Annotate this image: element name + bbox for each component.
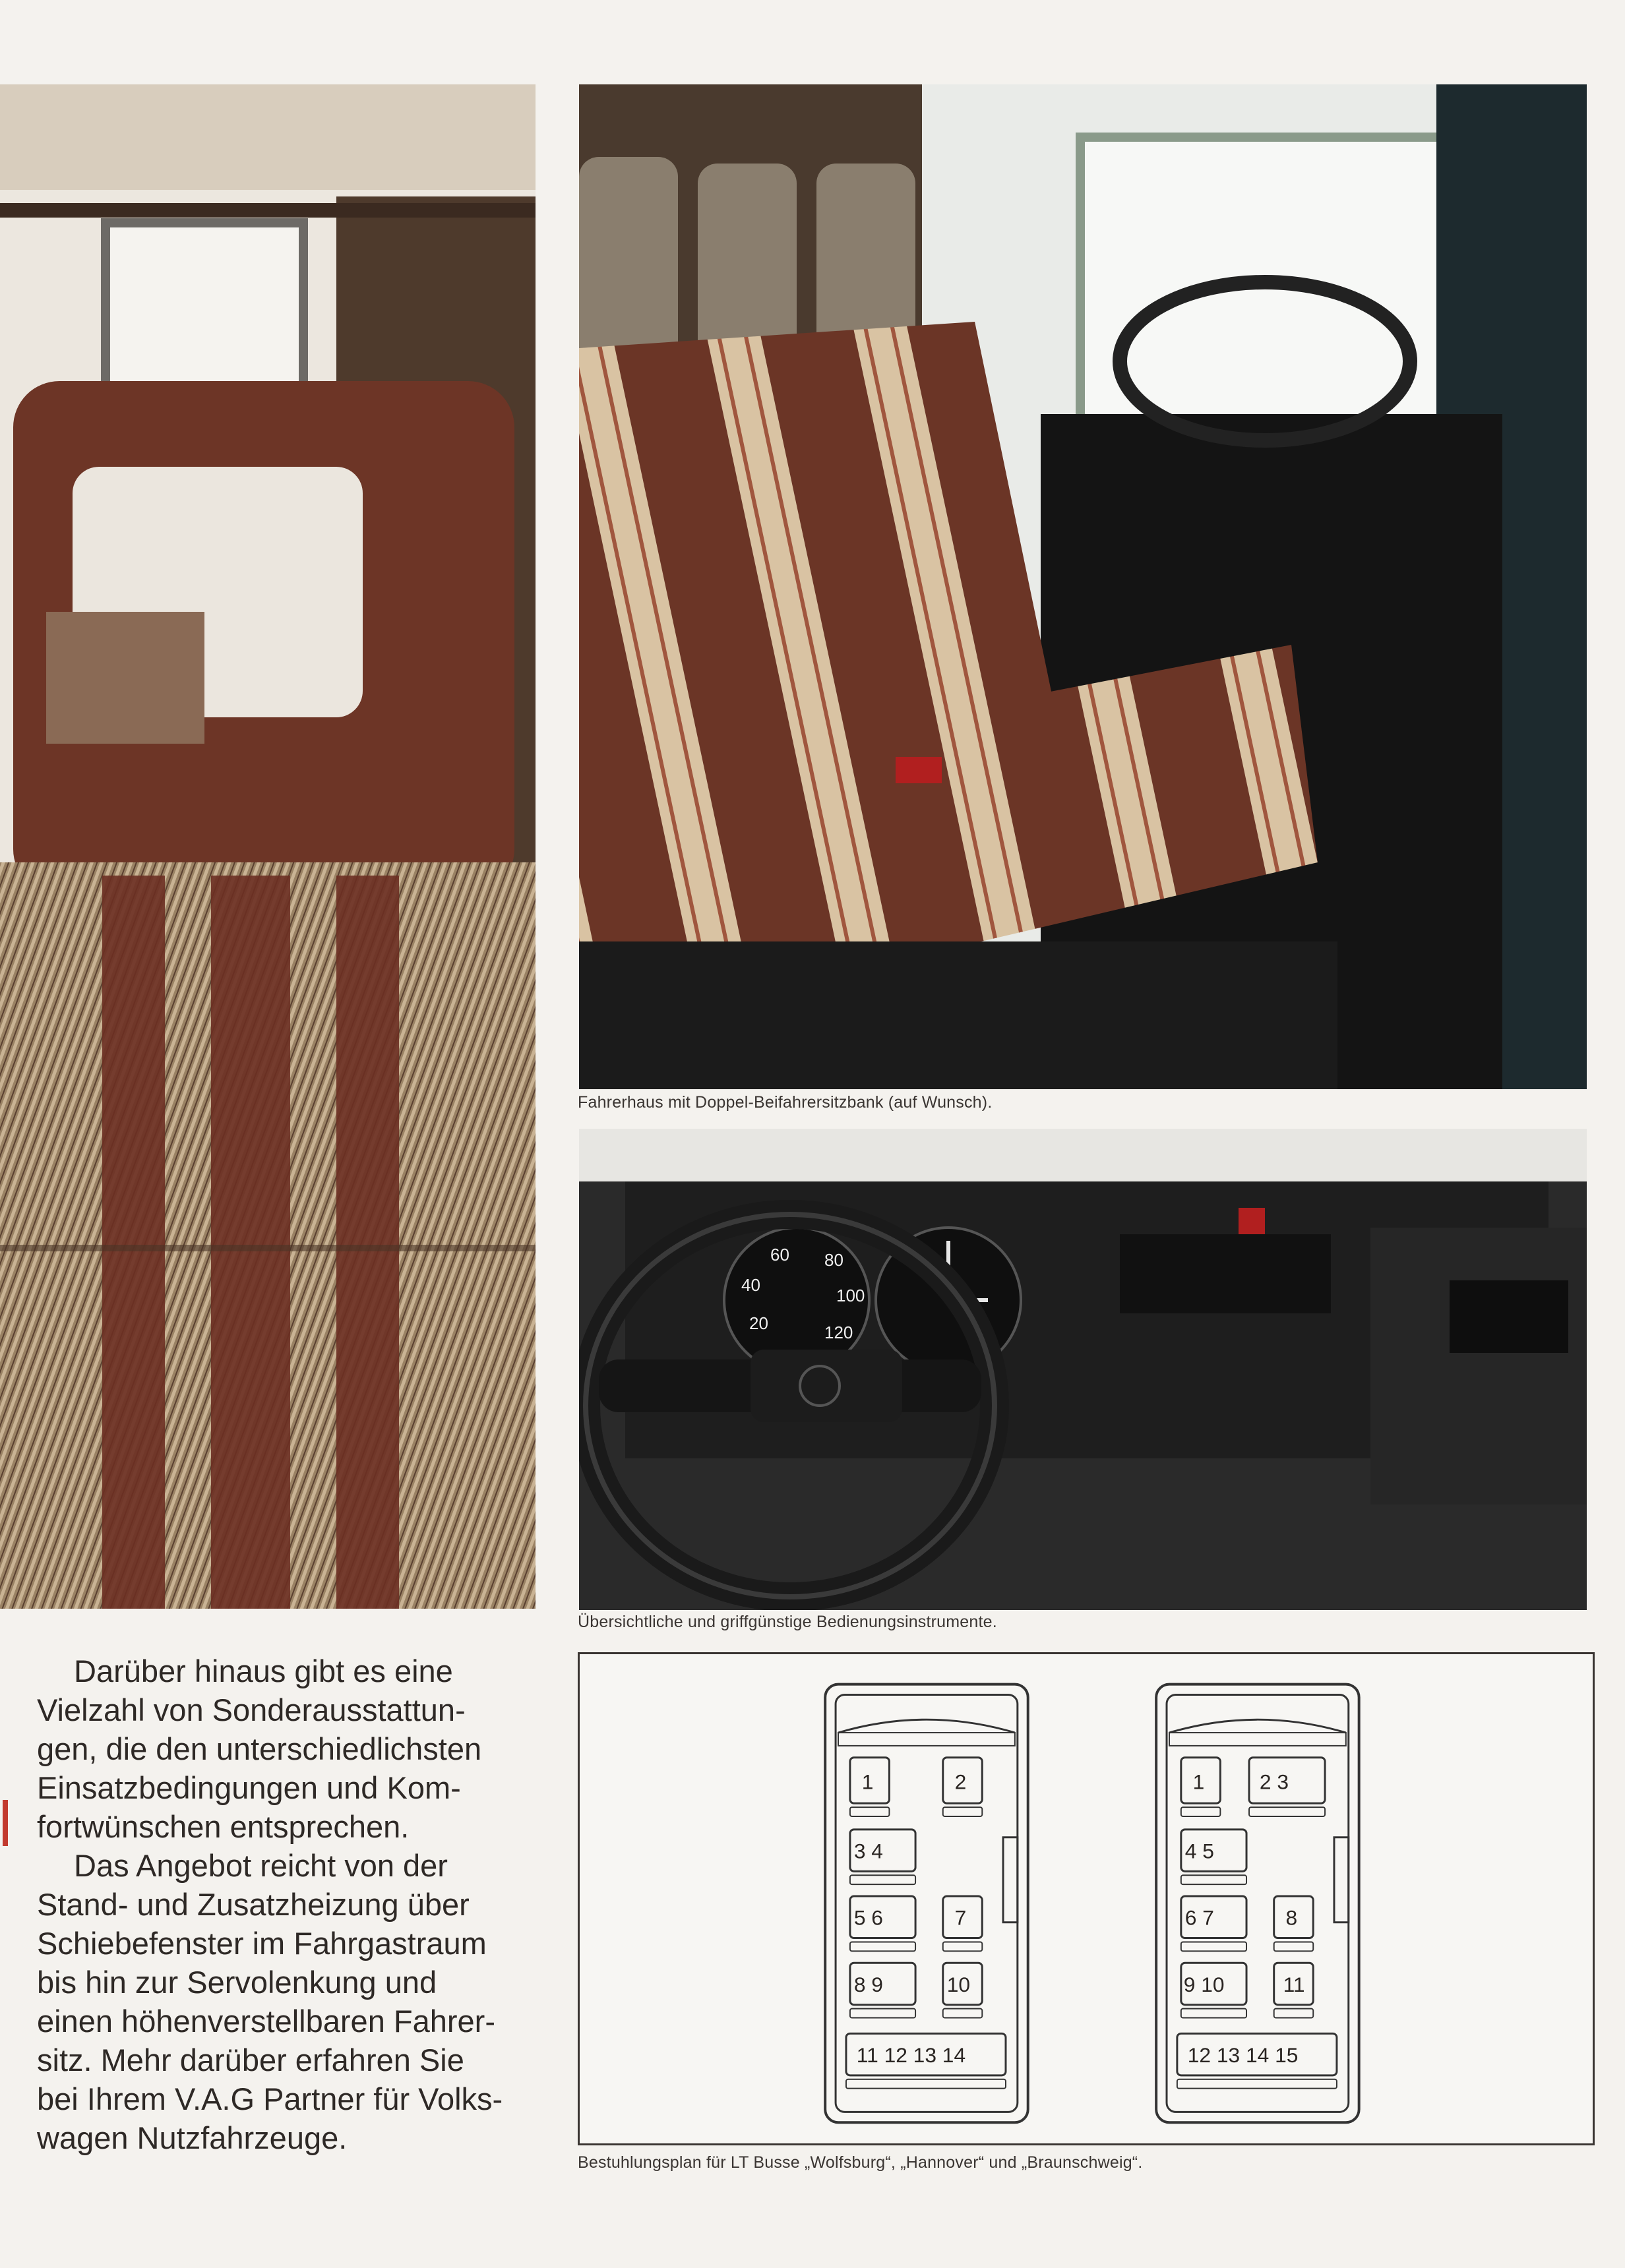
seat-label: 2 <box>954 1770 967 1794</box>
body-line: Schiebefenster im Fahrgastraum <box>37 1926 487 1961</box>
seat-label: 1 <box>1192 1770 1205 1794</box>
seating-plan-b <box>1156 1685 1359 2123</box>
speedo-tick: 120 <box>824 1323 853 1342</box>
body-line: wagen Nutzfahrzeuge. <box>37 2120 348 2155</box>
body-line: Stand- und Zusatzheizung über <box>37 1887 470 1922</box>
seating-plan-diagram <box>578 1652 1595 2145</box>
seat-label: 12 13 14 15 <box>1187 2043 1299 2067</box>
speedo-tick: 100 <box>836 1286 865 1305</box>
body-line: einen höhenverstellbaren Fahrer- <box>37 2004 495 2039</box>
seat-label: 8 <box>1285 1905 1298 1930</box>
margin-mark <box>3 1800 8 1846</box>
speedo-tick: 20 <box>749 1313 768 1333</box>
speedo-tick: 80 <box>824 1250 843 1270</box>
body-line: gen, die den unterschiedlichsten <box>37 1731 482 1766</box>
seat-label: 2 3 <box>1259 1770 1289 1794</box>
seat-detail-photo <box>0 84 536 1609</box>
seating-plan-svg <box>580 1654 1593 2143</box>
seat-label: 7 <box>954 1905 967 1930</box>
seat-label: 6 7 <box>1184 1905 1214 1930</box>
body-text <box>37 1652 538 2157</box>
body-line: fortwünschen entsprechen. <box>37 1809 410 1844</box>
body-line: Darüber hinaus gibt es eine <box>74 1654 453 1688</box>
seat-label: 3 4 <box>853 1839 883 1863</box>
seat-label: 10 <box>946 1972 971 1996</box>
dashboard-photo-caption: Übersichtliche und griffgünstige Bedienungsinstrumente. <box>578 1613 997 1631</box>
seating-plan-a <box>825 1685 1028 2123</box>
seat-label: 5 6 <box>853 1905 883 1930</box>
body-paragraph-1 <box>37 1652 538 1846</box>
body-line: Einsatzbedingungen und Kom- <box>37 1770 461 1805</box>
speedo-tick: 60 <box>770 1245 789 1265</box>
cab-photo-caption: Fahrerhaus mit Doppel-Beifahrersitzbank (auf Wunsch). <box>578 1093 993 1112</box>
body-line: Vielzahl von Sonderausstattun- <box>37 1692 466 1727</box>
seat-label: 9 10 <box>1183 1972 1225 1996</box>
speedo-tick: 40 <box>741 1275 760 1295</box>
dashboard-photo <box>579 1129 1587 1610</box>
body-line: Das Angebot reicht von der <box>74 1848 448 1883</box>
body-paragraph-2 <box>37 1846 538 2157</box>
body-line: bei Ihrem V.A.G Partner für Volks- <box>37 2081 503 2116</box>
body-line: sitz. Mehr darüber erfahren Sie <box>37 2043 464 2077</box>
seat-label: 1 <box>861 1770 874 1794</box>
seat-label: 4 5 <box>1184 1839 1214 1863</box>
seat-label: 8 9 <box>853 1972 883 1996</box>
seat-label: 11 12 13 14 <box>856 2043 966 2067</box>
body-line: bis hin zur Servolenkung und <box>37 1965 437 2000</box>
seating-plan-caption: Bestuhlungsplan für LT Busse „Wolfsburg“, „Hannover“ und „Braunschweig“. <box>578 2153 1143 2172</box>
seat-label: 11 <box>1283 1972 1305 1996</box>
cab-photo <box>579 84 1587 1089</box>
